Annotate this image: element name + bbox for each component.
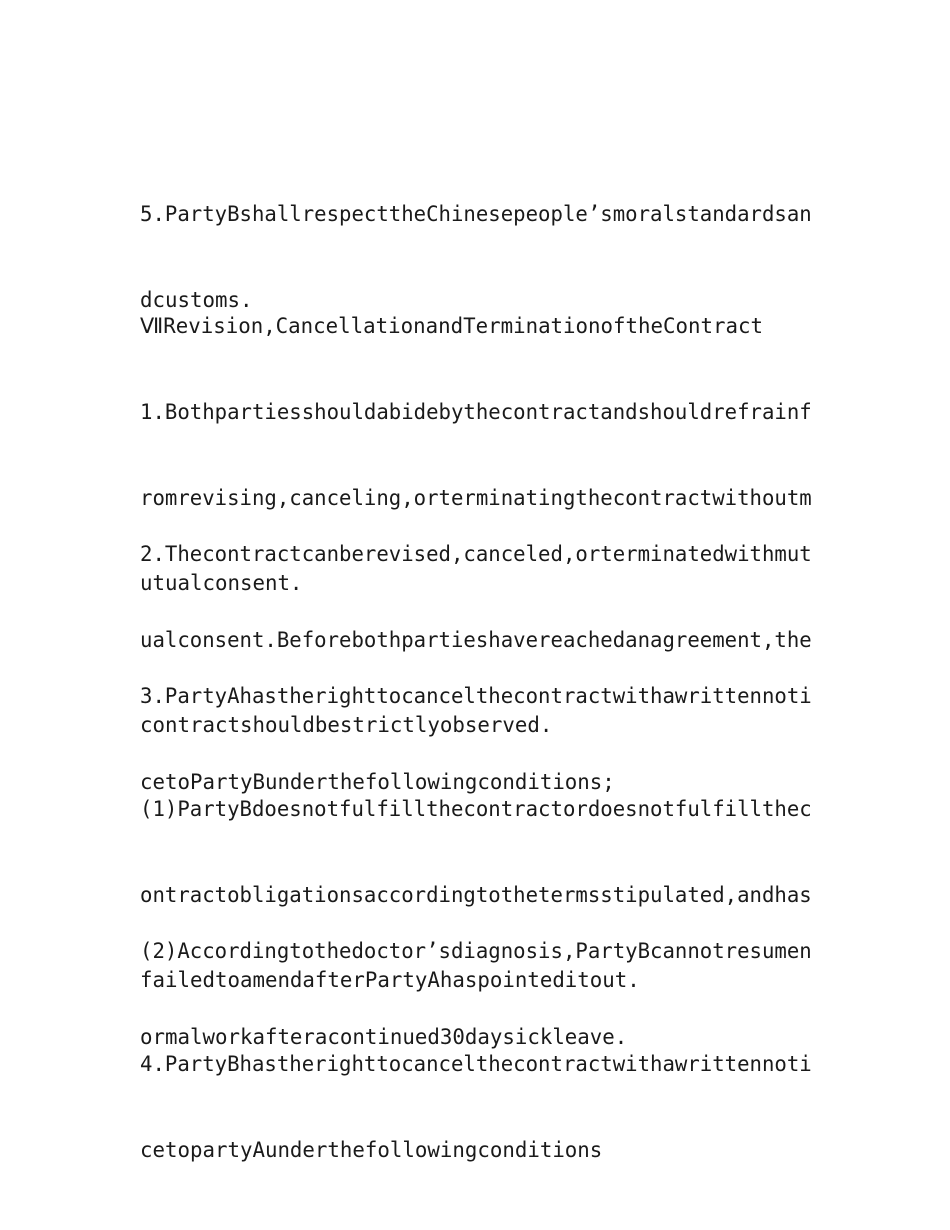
- text-line: failedtoamendafterPartyAhaspointeditout.: [140, 968, 640, 992]
- text-line: 3.PartyAhastherighttocancelthecontractwithawrittennoti: [140, 684, 812, 708]
- text-line: contractshouldbestrictlyobserved.: [140, 713, 553, 737]
- paragraph-4-party-b-cancel: [140, 993, 820, 1221]
- text-line: dcustoms.: [140, 287, 253, 312]
- section-heading-text: ⅦRevision,CancellationandTerminationoftheContract: [140, 314, 763, 338]
- text-line: (2)Accordingtothedoctor’sdiagnosis,PartyBcannotresumen: [140, 939, 812, 963]
- text-line: (1)PartyBdoesnotfulfillthecontractordoesnotfulfillthec: [140, 797, 812, 821]
- text-line: utualconsent.: [140, 571, 303, 595]
- text-line: romrevising,canceling,orterminatingthecontractwithoutm: [140, 485, 812, 510]
- text-line: 1.Bothpartiesshouldabidebythecontractandshouldrefrainf: [140, 400, 812, 424]
- text-line: 4.PartyBhastherighttocancelthecontractwithawrittennoti: [140, 1052, 812, 1076]
- text-line: ontractobligationsaccordingtothetermsstipulated,andhas: [140, 882, 812, 907]
- text-line: ormalworkafteracontinued30daysickleave.: [140, 1024, 628, 1049]
- text-line: cetopartyAunderthefollowingconditions: [140, 1137, 603, 1162]
- text-line: 2.Thecontractcanberevised,canceled,orterminatedwithmut: [140, 542, 812, 566]
- text-line: 5.PartyBshallrespecttheChinesepeople’smoralstandardsan: [140, 202, 812, 226]
- text-line: cetoPartyBunderthefollowingconditions;: [140, 769, 615, 794]
- text-line: ualconsent.Beforebothpartieshavereachedanagreement,the: [140, 627, 812, 652]
